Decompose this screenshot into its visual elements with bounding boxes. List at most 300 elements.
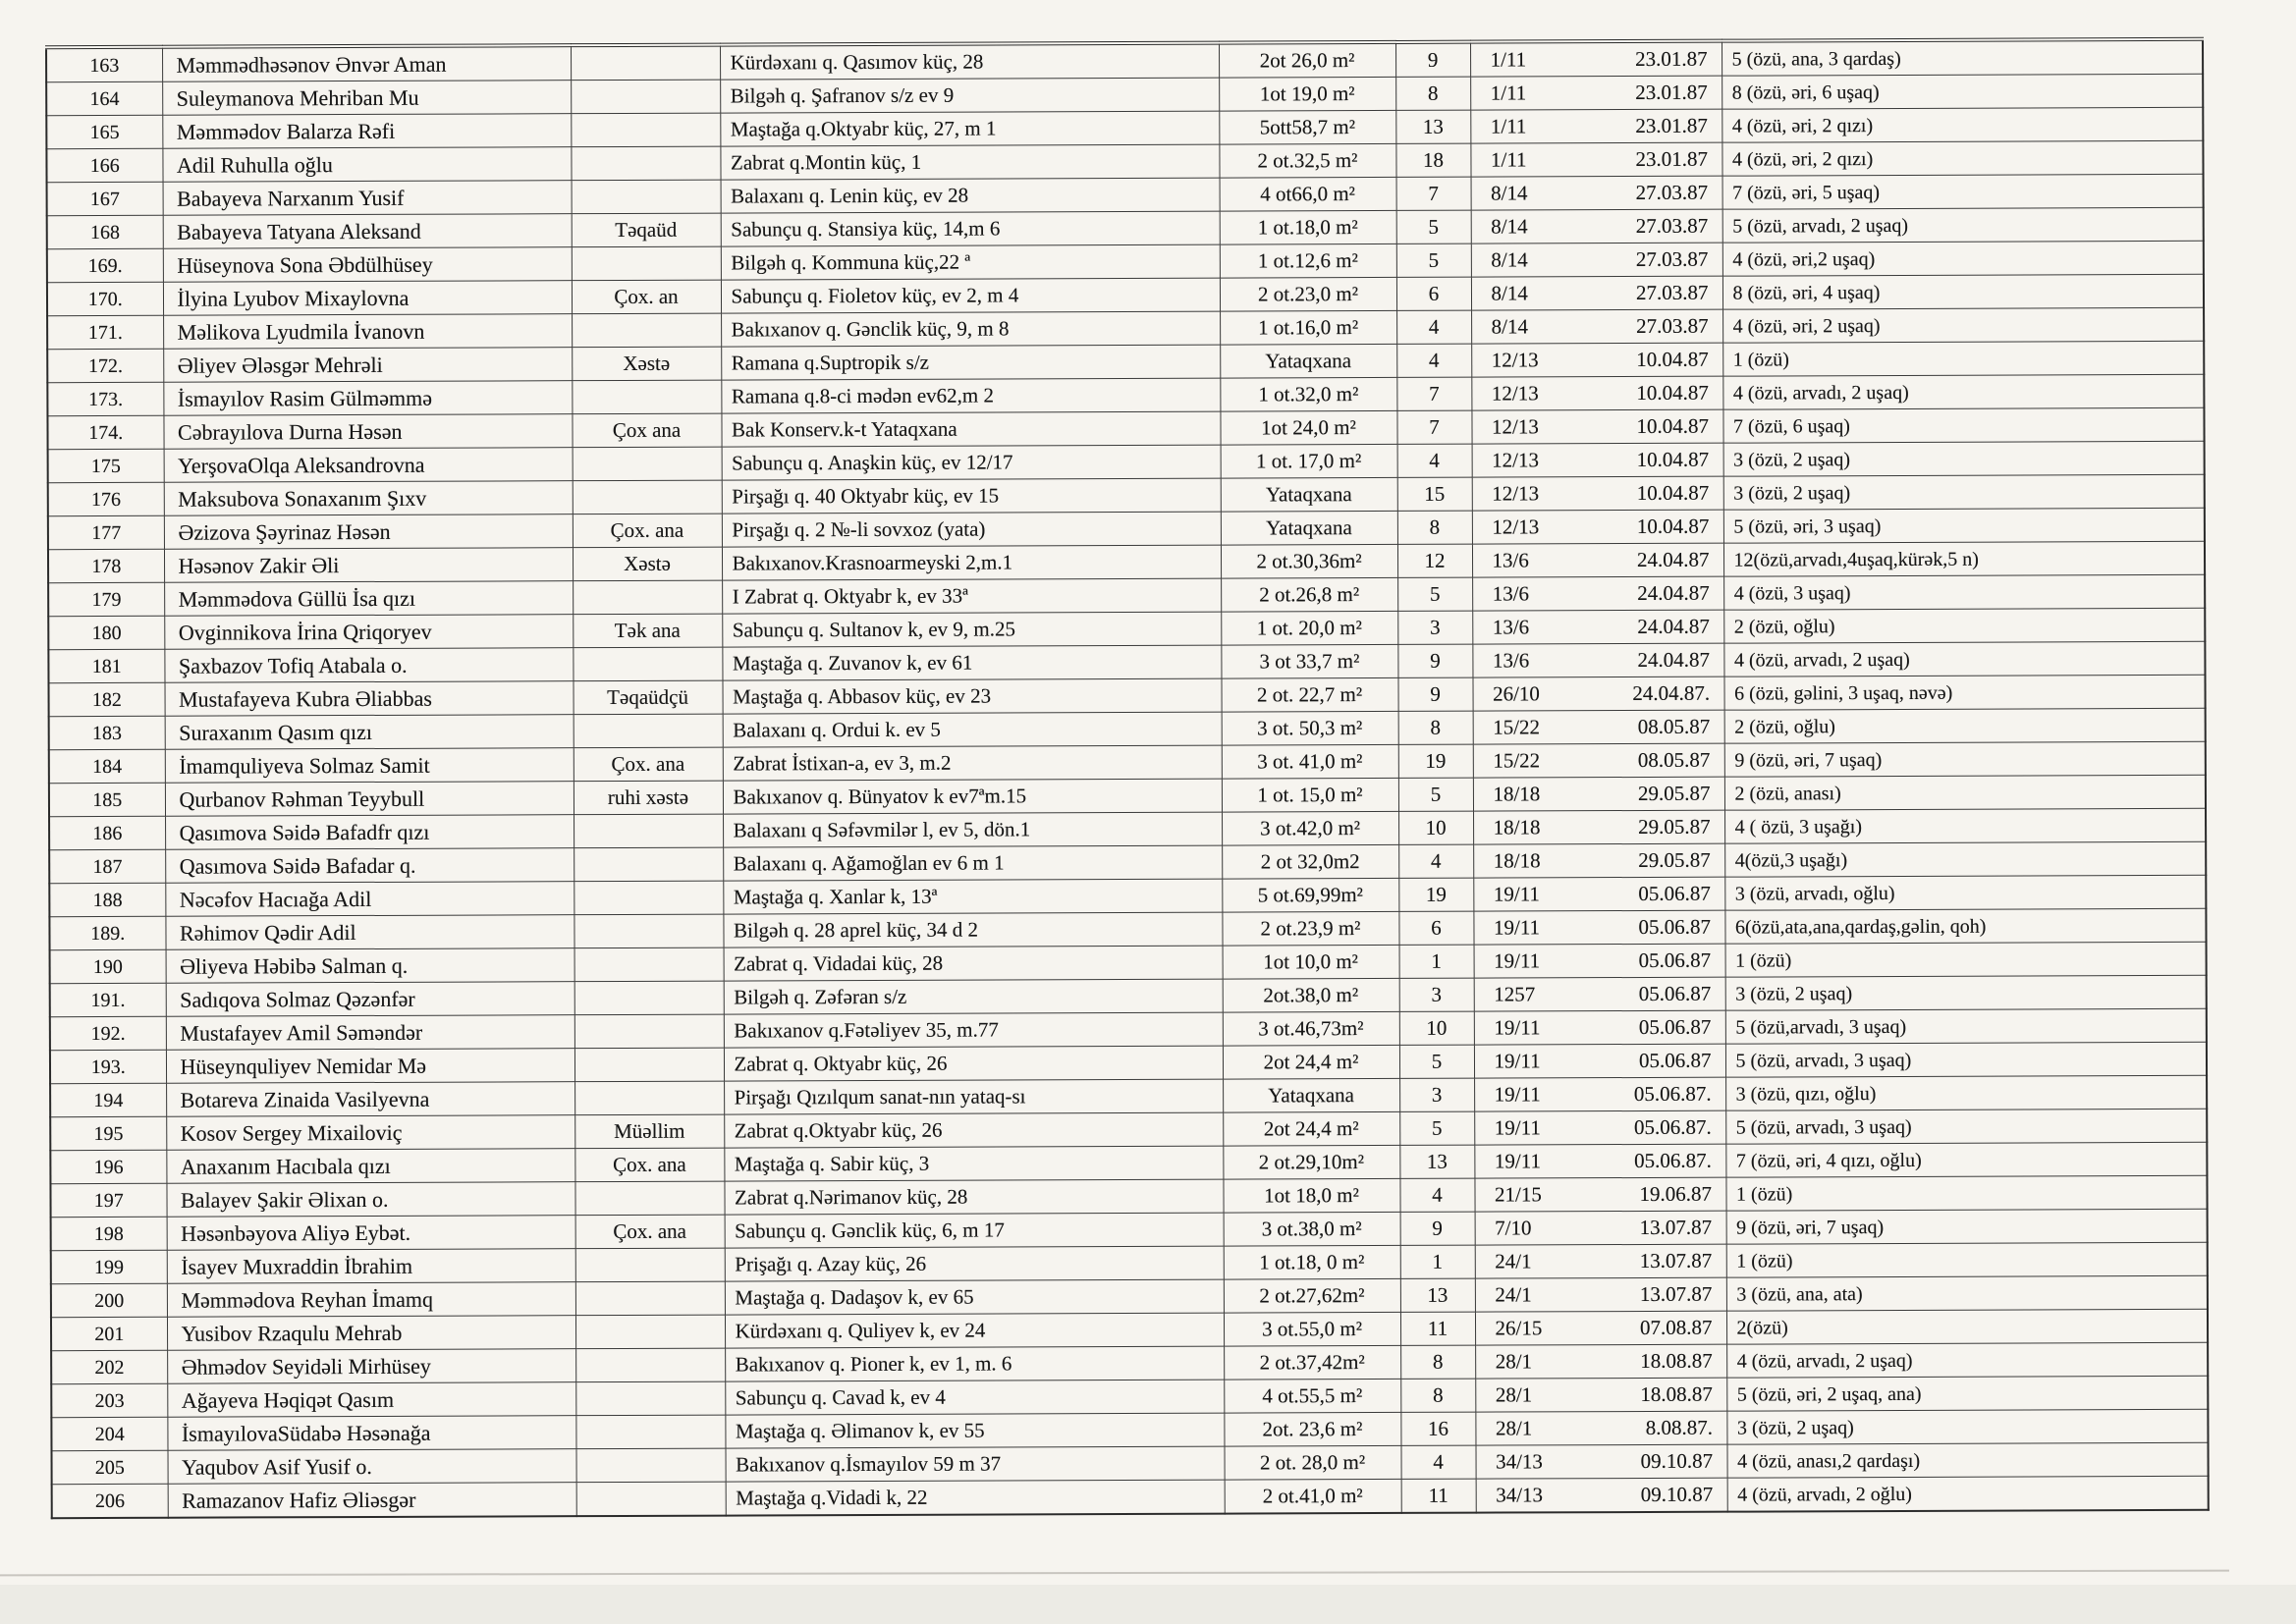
protocol-date-inner — [1494, 1048, 1712, 1073]
family-composition-cell: 4 ( özü, 3 uşağı) — [1724, 808, 2206, 843]
row-number-cell: 169. — [47, 248, 163, 282]
address-cell: Bilgəh q. Kommuna küç,22 ª — [721, 244, 1220, 280]
decision-date: 29.05.87 — [1638, 814, 1711, 839]
row-number-cell: 170. — [47, 282, 163, 315]
family-composition-cell: 1 (özü) — [1726, 1242, 2208, 1277]
address-cell: I Zabrat q. Oktyabr k, ev 33ª — [722, 578, 1221, 614]
address-cell: Zabrat q.Montin küç, 1 — [720, 144, 1219, 180]
address-cell: Maştağa q. Zuvanov k, ev 61 — [722, 645, 1221, 680]
row-number-cell: 180 — [48, 616, 164, 649]
family-composition-cell: 2 (özü, oğlu) — [1724, 708, 2206, 743]
person-name-cell: Həsənbəyova Aliyə Eybət. — [167, 1216, 575, 1251]
protocol-date-cell — [1471, 343, 1722, 377]
decision-date: 10.04.87 — [1636, 480, 1710, 505]
protocol-date-cell — [1471, 243, 1722, 277]
protocol-date-cell — [1472, 643, 1723, 677]
family-composition-cell: 2 (özü, anası) — [1724, 775, 2206, 810]
protocol-date-cell — [1472, 543, 1723, 577]
room-size-cell: 1ot 18,0 m² — [1223, 1178, 1399, 1213]
protocol-date-cell — [1472, 510, 1723, 544]
protocol-date-inner — [1492, 647, 1710, 673]
protocol-date-cell — [1475, 1378, 1726, 1412]
protocol-date-cell — [1473, 843, 1724, 878]
address-cell: Zabrat İstixan-a, ev 3, m.2 — [723, 745, 1222, 781]
members-count-cell: 8 — [1400, 1379, 1475, 1412]
protocol-date-cell — [1476, 1478, 1727, 1512]
row-number-cell: 188 — [49, 883, 165, 916]
protocol-date-inner — [1496, 1482, 1714, 1507]
protocol-number: 19/11 — [1493, 882, 1540, 906]
protocol-number: 8/14 — [1491, 314, 1529, 339]
status-cell: Xəstə — [572, 347, 721, 381]
person-name-cell: İsayev Muxraddin İbrahim — [167, 1249, 575, 1284]
family-composition-cell: 4 (özü, əri, 2 uşaq) — [1722, 307, 2204, 343]
row-number-cell: 166 — [46, 148, 162, 182]
person-name-cell: Adil Ruhulla oğlu — [162, 147, 571, 183]
status-cell: Təqaüd — [572, 213, 721, 247]
room-size-cell: 3 ot.42,0 m² — [1222, 811, 1398, 845]
protocol-date-inner — [1493, 914, 1712, 940]
decision-date: 05.06.87 — [1638, 1048, 1712, 1072]
address-cell: Bakıxanov q.Fətəliyev 35, m.77 — [724, 1012, 1223, 1048]
protocol-number: 19/11 — [1494, 1149, 1541, 1173]
status-cell: Çox. ana — [574, 747, 723, 782]
protocol-number: 26/10 — [1493, 681, 1540, 706]
row-number-cell: 192. — [50, 1016, 166, 1050]
room-size-cell: 2 ot.41,0 m² — [1225, 1479, 1401, 1513]
room-size-cell: 3 ot. 41,0 m² — [1222, 744, 1398, 779]
room-size-cell: 2 ot.27,62m² — [1224, 1278, 1400, 1313]
protocol-date-inner — [1494, 947, 1712, 973]
person-name-cell: Şaxbazov Tofiq Atabala o. — [164, 648, 573, 683]
address-cell: Sabunçu q. Fioletov küç, ev 2, m 4 — [721, 278, 1220, 313]
person-name-cell: İsmayılov Rasim Gülməmmə — [163, 381, 572, 416]
members-count-cell: 4 — [1397, 444, 1472, 477]
members-count-cell: 13 — [1400, 1278, 1475, 1312]
room-size-cell: 2 ot 32,0m2 — [1222, 844, 1398, 879]
family-composition-cell: 4 (özü, əri,2 uşaq) — [1722, 241, 2204, 276]
family-composition-cell: 3 (özü, 2 uşaq) — [1723, 441, 2205, 476]
family-composition-cell: 3 (özü, 2 uşaq) — [1726, 1409, 2208, 1444]
status-cell — [574, 814, 723, 848]
address-cell: Pirşağı q. 40 Oktyabr küç, ev 15 — [722, 478, 1221, 514]
family-composition-cell: 6(özü,ata,ana,qardaş,gəlin, qoh) — [1724, 908, 2206, 944]
family-composition-cell: 9 (özü, əri, 7 uşaq) — [1724, 741, 2206, 777]
row-number-cell: 173. — [47, 382, 163, 415]
protocol-date-inner — [1494, 1081, 1712, 1107]
address-cell: Sabunçu q. Stansiya küç, 14,m 6 — [721, 211, 1220, 246]
person-name-cell: Cəbrayılova Durna Həsən — [163, 414, 572, 450]
address-cell: Bak Konserv.k-t Yataqxana — [721, 411, 1220, 447]
protocol-number: 19/11 — [1494, 1115, 1541, 1140]
address-cell: Pirşağı q. 2 №-li sovxoz (yata) — [722, 512, 1221, 547]
members-count-cell: 7 — [1396, 410, 1471, 444]
decision-date: 08.05.87 — [1637, 747, 1711, 772]
members-count-cell: 7 — [1396, 177, 1471, 210]
address-cell: Maştağa q. Abbasov küç, ev 23 — [722, 678, 1221, 714]
person-name-cell: Məlikova Lyudmila İvanovn — [163, 314, 572, 350]
room-size-cell: 3 ot.46,73m² — [1223, 1011, 1399, 1046]
protocol-date-inner — [1495, 1381, 1713, 1407]
person-name-cell: İsmayılovaSüdabə Həsənağa — [167, 1416, 575, 1451]
decision-date: 24.04.87. — [1632, 680, 1711, 706]
protocol-date-cell — [1473, 910, 1724, 945]
row-number-cell: 179 — [48, 582, 164, 616]
status-cell — [574, 914, 723, 948]
room-size-cell: 2 ot.29,10m² — [1223, 1145, 1399, 1179]
members-count-cell: 8 — [1398, 711, 1473, 744]
room-size-cell: 1 ot.32,0 m² — [1220, 377, 1396, 411]
person-name-cell: Həsənov Zakir Əli — [164, 548, 573, 583]
family-composition-cell: 2 (özü, oğlu) — [1723, 608, 2205, 643]
row-number-cell: 175 — [48, 449, 164, 482]
protocol-number: 12/13 — [1491, 381, 1539, 406]
room-size-cell: 5ott58,7 m² — [1219, 110, 1395, 144]
protocol-date-inner — [1495, 1348, 1713, 1374]
address-cell: Sabunçu q. Gənclik küç, 6, m 17 — [725, 1213, 1224, 1248]
members-count-cell: 5 — [1397, 577, 1472, 611]
family-composition-cell: 5 (özü, arvadı, 2 uşaq) — [1722, 207, 2204, 243]
protocol-date-inner — [1494, 1148, 1712, 1173]
protocol-date-inner — [1492, 547, 1710, 572]
protocol-number: 1257 — [1494, 982, 1536, 1006]
status-cell — [575, 1381, 725, 1416]
protocol-number: 21/15 — [1494, 1182, 1542, 1207]
decision-date: 09.10.87 — [1640, 1448, 1714, 1473]
decision-date: 13.07.87 — [1639, 1281, 1713, 1306]
protocol-number: 18/18 — [1493, 782, 1541, 806]
members-count-cell: 3 — [1399, 978, 1474, 1011]
members-count-cell: 9 — [1400, 1212, 1475, 1245]
protocol-date-inner — [1493, 781, 1711, 806]
room-size-cell: 2ot.38,0 m² — [1223, 978, 1399, 1012]
person-name-cell: Məmmədova Reyhan İmamq — [167, 1282, 575, 1318]
protocol-number: 19/11 — [1494, 1015, 1541, 1040]
members-count-cell: 8 — [1395, 77, 1470, 110]
address-cell: Sabunçu q. Anaşkin küç, ev 12/17 — [722, 445, 1221, 480]
decision-date: 8.08.87. — [1645, 1415, 1713, 1439]
decision-date: 13.07.87 — [1639, 1248, 1713, 1272]
protocol-number: 28/1 — [1495, 1382, 1533, 1407]
members-count-cell: 4 — [1396, 310, 1471, 344]
decision-date: 07.08.87 — [1639, 1315, 1713, 1339]
members-count-cell: 5 — [1396, 210, 1471, 244]
room-size-cell: 5 ot.69,99m² — [1222, 878, 1398, 912]
decision-date: 10.04.87 — [1636, 447, 1710, 472]
room-size-cell: 2 ot. 28,0 m² — [1224, 1445, 1400, 1480]
protocol-date-cell — [1474, 944, 1725, 978]
decision-date: 29.05.87 — [1637, 781, 1711, 805]
status-cell — [574, 1081, 724, 1115]
address-cell: Bakıxanov q.İsmayılov 59 m 37 — [725, 1446, 1224, 1482]
row-number-cell: 203 — [51, 1383, 167, 1417]
room-size-cell: 1 ot.12,6 m² — [1220, 244, 1396, 278]
status-cell — [572, 180, 721, 214]
row-number-cell: 189. — [49, 916, 165, 949]
room-size-cell: Yataqxana — [1221, 477, 1397, 512]
row-number-cell: 200 — [51, 1283, 167, 1317]
status-cell — [575, 1348, 725, 1382]
scan-bottom-shade — [0, 1585, 2296, 1624]
row-number-cell: 198 — [51, 1217, 167, 1250]
person-name-cell: Kosov Sergey Mixailoviç — [166, 1115, 574, 1151]
protocol-number: 8/14 — [1491, 214, 1528, 239]
protocol-date-inner — [1491, 380, 1709, 406]
protocol-date-cell — [1474, 1177, 1725, 1212]
row-number-cell: 168 — [47, 215, 163, 248]
status-cell — [573, 480, 722, 514]
protocol-date-inner — [1494, 1014, 1712, 1040]
protocol-number: 13/6 — [1492, 648, 1530, 673]
protocol-number: 1/11 — [1490, 47, 1527, 72]
protocol-date-cell — [1470, 76, 1722, 110]
status-cell — [572, 246, 721, 281]
family-composition-cell: 3 (özü, 2 uşaq) — [1725, 975, 2207, 1010]
protocol-date-inner — [1492, 480, 1710, 506]
decision-date: 23.01.87 — [1635, 46, 1708, 72]
members-count-cell: 13 — [1395, 110, 1470, 143]
room-size-cell: 2 ot.30,36m² — [1221, 544, 1397, 578]
status-cell: Çox. ana — [574, 1148, 724, 1182]
members-count-cell: 4 — [1399, 1178, 1474, 1212]
members-count-cell: 10 — [1399, 1011, 1474, 1045]
protocol-date-inner — [1495, 1281, 1713, 1307]
room-size-cell: 2 ot.23,9 m² — [1222, 911, 1398, 946]
protocol-number: 12/13 — [1492, 448, 1540, 472]
members-count-cell: 7 — [1396, 377, 1471, 410]
protocol-date-inner — [1492, 580, 1710, 606]
room-size-cell: 2ot. 23,6 m² — [1224, 1412, 1400, 1446]
person-name-cell: Mustafayeva Kubra Əliabbas — [165, 681, 574, 717]
room-size-cell: 1ot 24,0 m² — [1220, 410, 1396, 445]
room-size-cell: 1 ot. 17,0 m² — [1221, 444, 1397, 478]
family-composition-cell: 8 (özü, əri, 6 uşaq) — [1722, 74, 2203, 109]
protocol-number: 8/14 — [1491, 247, 1528, 272]
address-cell: Kürdəxanı q. Quliyev k, ev 24 — [725, 1313, 1224, 1348]
decision-date: 10.04.87 — [1636, 514, 1710, 538]
person-name-cell: Ovginnikova İrina Qriqoryev — [164, 615, 573, 650]
members-count-cell: 11 — [1400, 1312, 1475, 1345]
address-cell: Bilgəh q. Zəfəran s/z — [724, 979, 1223, 1014]
address-cell: Bakıxanov.Krasnoarmeyski 2,m.1 — [722, 545, 1221, 580]
person-name-cell: Qasımova Səidə Bafadar q. — [165, 848, 574, 884]
members-count-cell: 9 — [1395, 42, 1470, 78]
members-count-cell: 1 — [1400, 1245, 1475, 1278]
person-name-cell: Məmmədhəsənov Ənvər Aman — [162, 45, 571, 81]
person-name-cell: YerşovaOlqa Aleksandrovna — [164, 448, 573, 483]
protocol-number: 34/13 — [1496, 1449, 1543, 1474]
room-size-cell: Yataqxana — [1220, 344, 1396, 378]
family-composition-cell: 5 (özü, əri, 3 uşaq) — [1723, 508, 2205, 543]
row-number-cell: 184 — [49, 749, 165, 783]
row-number-cell: 197 — [50, 1183, 166, 1217]
members-count-cell: 5 — [1396, 244, 1471, 277]
members-count-cell: 10 — [1398, 811, 1473, 844]
protocol-date-cell — [1473, 743, 1724, 778]
row-number-cell: 163 — [46, 47, 162, 82]
row-number-cell: 202 — [51, 1350, 167, 1383]
family-composition-cell: 9 (özü, əri, 7 uşaq) — [1726, 1209, 2208, 1244]
members-count-cell: 5 — [1399, 1111, 1474, 1145]
status-cell — [572, 380, 721, 414]
family-composition-cell: 3 (özü, 2 uşaq) — [1723, 474, 2205, 510]
protocol-date-inner — [1491, 246, 1709, 272]
row-number-cell: 181 — [48, 649, 164, 682]
address-cell: Zabrat q. Oktyabr küç, 26 — [724, 1046, 1223, 1081]
decision-date: 18.08.87 — [1640, 1348, 1713, 1373]
decision-date: 10.04.87 — [1636, 413, 1710, 439]
family-composition-cell: 1 (özü) — [1725, 1175, 2207, 1211]
row-number-cell: 190 — [50, 949, 166, 983]
decision-date: 05.06.87 — [1638, 1014, 1712, 1039]
room-size-cell: 1ot 19,0 m² — [1219, 77, 1395, 111]
address-cell: Balaxanı q. Ordui k. ev 5 — [723, 712, 1222, 747]
address-cell: Zabrat q. Vidadai küç, 28 — [724, 946, 1223, 981]
person-name-cell: Botareva Zinaida Vasilyevna — [166, 1082, 574, 1117]
row-number-cell: 174. — [47, 415, 163, 449]
address-cell: Bakıxanov q. Pioner k, ev 1, m. 6 — [725, 1346, 1224, 1381]
person-name-cell: Nəcəfov Hacıağa Adil — [165, 882, 574, 917]
decision-date: 23.01.87 — [1635, 80, 1708, 105]
protocol-number: 28/1 — [1495, 1349, 1533, 1374]
protocol-number: 19/11 — [1494, 1049, 1541, 1073]
row-number-cell: 193. — [50, 1050, 166, 1083]
person-name-cell: Babayeva Tatyana Aleksand — [163, 214, 572, 249]
room-size-cell: 3 ot 33,7 m² — [1221, 644, 1397, 678]
room-size-cell: Yataqxana — [1221, 511, 1397, 545]
person-name-cell: Ağayeva Həqiqət Qasım — [167, 1382, 575, 1418]
protocol-date-cell — [1474, 1110, 1725, 1145]
members-count-cell: 19 — [1398, 744, 1473, 778]
row-number-cell: 201 — [51, 1317, 167, 1350]
status-cell — [574, 981, 724, 1015]
protocol-date-inner — [1496, 1448, 1714, 1474]
person-name-cell: Ramazanov Hafiz Əliəsgər — [168, 1483, 576, 1518]
protocol-number: 19/11 — [1494, 948, 1541, 973]
protocol-date-cell — [1474, 1010, 1725, 1045]
decision-date: 05.06.87 — [1638, 947, 1712, 972]
status-cell — [574, 714, 723, 748]
protocol-date-cell — [1473, 710, 1724, 744]
family-composition-cell: 3 (özü, ana, ata) — [1726, 1275, 2208, 1311]
status-cell: Çox. ana — [573, 514, 722, 548]
family-composition-cell: 4 (özü, anası,2 qardaşı) — [1726, 1442, 2208, 1478]
person-name-cell: Əhmədov Seyidəli Mirhüsey — [167, 1349, 575, 1384]
members-count-cell: 9 — [1397, 677, 1472, 711]
protocol-date-cell — [1471, 209, 1722, 244]
person-name-cell: Balayev Şakir Əlixan o. — [166, 1182, 574, 1218]
decision-date: 08.05.87 — [1637, 714, 1711, 738]
protocol-number: 12/13 — [1492, 514, 1540, 539]
family-composition-cell: 4 (özü, əri, 2 qızı) — [1722, 107, 2203, 142]
protocol-date-inner — [1494, 1114, 1712, 1140]
address-cell: Maştağa q. Dadaşov k, ev 65 — [725, 1279, 1224, 1315]
room-size-cell: 1 ot. 20,0 m² — [1221, 611, 1397, 645]
protocol-number: 15/22 — [1493, 748, 1541, 773]
protocol-date-inner — [1491, 180, 1709, 205]
row-number-cell: 205 — [52, 1450, 168, 1484]
protocol-date-inner — [1491, 280, 1709, 305]
protocol-date-cell — [1475, 1311, 1726, 1345]
decision-date: 05.06.87. — [1633, 1114, 1712, 1140]
members-count-cell: 11 — [1401, 1479, 1476, 1513]
family-composition-cell: 5 (özü,arvadı, 3 uşaq) — [1725, 1008, 2207, 1044]
address-cell: Maştağa q.Oktyabr küç, 27, m 1 — [720, 111, 1219, 146]
protocol-date-cell — [1472, 677, 1723, 711]
decision-date: 05.06.87 — [1638, 981, 1712, 1005]
protocol-date-inner — [1491, 82, 1708, 104]
status-cell — [574, 1048, 724, 1082]
protocol-number: 12/13 — [1491, 414, 1539, 439]
status-cell — [575, 1415, 725, 1449]
person-name-cell: Suleymanova Mehriban Mu — [162, 81, 571, 116]
status-cell: Çox ana — [572, 413, 721, 448]
status-cell — [575, 1248, 725, 1282]
person-name-cell: Hüseynquliyev Nemidar Mə — [166, 1049, 574, 1084]
family-composition-cell: 4(özü,3 uşağı) — [1724, 841, 2206, 877]
decision-date: 27.03.87 — [1635, 180, 1709, 205]
members-count-cell: 6 — [1396, 277, 1471, 310]
protocol-number: 7/10 — [1495, 1216, 1532, 1240]
decision-date: 19.06.87 — [1639, 1181, 1713, 1206]
room-size-cell: 3 ot. 50,3 m² — [1222, 711, 1398, 745]
family-composition-cell: 7 (özü, 6 uşaq) — [1722, 407, 2204, 443]
family-composition-cell: 7 (özü, əri, 5 uşaq) — [1722, 174, 2204, 209]
status-cell: Xəstə — [573, 547, 722, 581]
decision-date: 10.04.87 — [1636, 347, 1709, 372]
address-cell: Maştağa q. Xanlar k, 13ª — [723, 879, 1222, 914]
protocol-number: 26/15 — [1495, 1316, 1543, 1340]
family-composition-cell: 5 (özü, arvadı, 3 uşaq) — [1725, 1109, 2207, 1144]
person-name-cell: Hüseynova Sona Əbdülhüsey — [163, 247, 572, 283]
row-number-cell: 199 — [51, 1250, 167, 1283]
address-cell: Bilgəh q. Şafranov s/z ev 9 — [720, 78, 1219, 113]
decision-date: 27.03.87 — [1635, 213, 1709, 239]
status-cell — [575, 1315, 725, 1349]
family-composition-cell: 4 (özü, 3 uşaq) — [1723, 574, 2205, 610]
family-composition-cell: 4 (özü, arvadı, 2 uşaq) — [1722, 374, 2204, 409]
members-count-cell: 4 — [1400, 1445, 1475, 1479]
protocol-date-cell — [1471, 276, 1722, 310]
protocol-date-cell — [1470, 109, 1722, 143]
row-number-cell: 165 — [46, 115, 162, 148]
status-cell — [576, 1482, 726, 1516]
row-number-cell: 196 — [50, 1150, 166, 1183]
registry-table — [45, 37, 2210, 1519]
status-cell — [575, 1281, 725, 1316]
decision-date: 23.01.87 — [1635, 146, 1709, 172]
address-cell: Balaxanı q Səfəvmilər l, ev 5, dön.1 — [723, 812, 1222, 847]
status-cell — [573, 647, 722, 681]
protocol-date-inner — [1493, 847, 1711, 873]
decision-date: 24.04.87 — [1636, 547, 1710, 571]
members-count-cell: 13 — [1399, 1145, 1474, 1178]
row-number-cell: 195 — [50, 1116, 166, 1150]
row-number-cell: 176 — [48, 482, 164, 515]
members-count-cell: 15 — [1397, 477, 1472, 511]
room-size-cell: 1ot 10,0 m² — [1223, 945, 1399, 979]
row-number-cell: 183 — [49, 716, 165, 749]
row-number-cell: 172. — [47, 349, 163, 382]
members-count-cell: 5 — [1398, 778, 1473, 811]
protocol-date-cell — [1471, 376, 1722, 410]
status-cell: Tək ana — [573, 614, 722, 648]
protocol-date-cell — [1475, 1411, 1726, 1445]
person-name-cell: Məmmədov Balarza Rəfi — [162, 114, 571, 149]
protocol-date-inner — [1490, 146, 1709, 172]
protocol-date-cell — [1471, 176, 1722, 210]
protocol-number: 13/6 — [1492, 548, 1529, 572]
